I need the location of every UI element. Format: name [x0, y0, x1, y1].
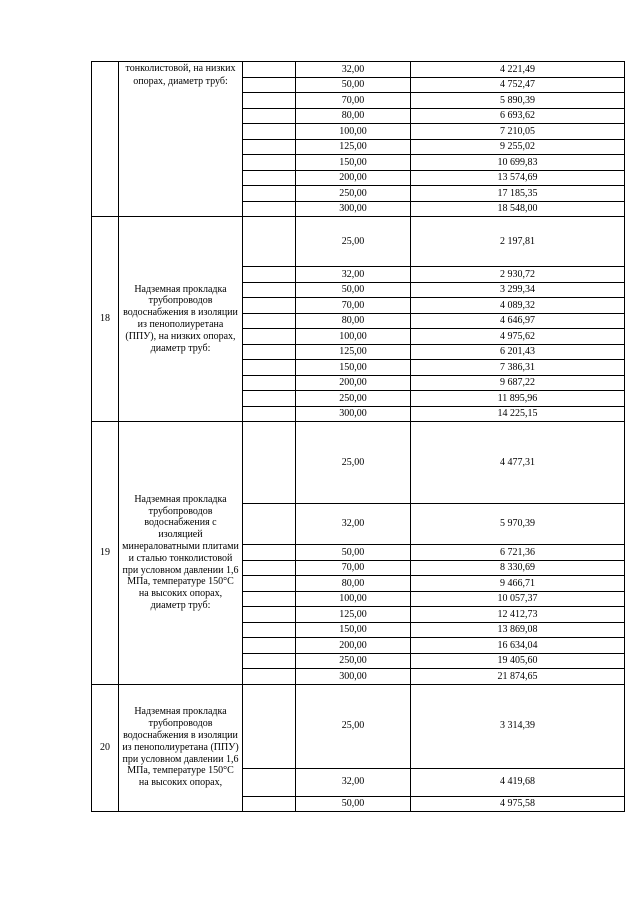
price-cell: 4 975,58 — [411, 796, 625, 812]
empty-cell — [243, 313, 296, 329]
empty-cell — [243, 422, 296, 504]
price-cell: 3 299,34 — [411, 282, 625, 298]
price-cell: 4 221,49 — [411, 62, 625, 78]
diameter-cell: 150,00 — [296, 155, 411, 171]
diameter-cell: 100,00 — [296, 124, 411, 140]
empty-cell — [243, 591, 296, 607]
price-cell: 14 225,15 — [411, 406, 625, 422]
diameter-cell: 32,00 — [296, 768, 411, 796]
empty-cell — [243, 267, 296, 283]
price-cell: 7 386,31 — [411, 360, 625, 376]
empty-cell — [243, 504, 296, 545]
price-cell: 13 869,08 — [411, 622, 625, 638]
diameter-cell: 25,00 — [296, 684, 411, 768]
price-cell: 4 419,68 — [411, 768, 625, 796]
empty-cell — [243, 139, 296, 155]
row-number: 20 — [92, 684, 119, 812]
empty-cell — [243, 77, 296, 93]
diameter-cell: 125,00 — [296, 344, 411, 360]
price-cell: 3 314,39 — [411, 684, 625, 768]
diameter-cell: 70,00 — [296, 560, 411, 576]
diameter-cell: 250,00 — [296, 186, 411, 202]
table-row — [92, 684, 625, 768]
diameter-cell: 100,00 — [296, 591, 411, 607]
price-cell: 5 970,39 — [411, 504, 625, 545]
diameter-cell: 80,00 — [296, 313, 411, 329]
table-row — [92, 422, 625, 504]
diameter-cell: 250,00 — [296, 391, 411, 407]
price-cell: 2 930,72 — [411, 267, 625, 283]
diameter-cell: 25,00 — [296, 422, 411, 504]
diameter-cell: 200,00 — [296, 170, 411, 186]
diameter-cell: 50,00 — [296, 282, 411, 298]
empty-cell — [243, 298, 296, 314]
empty-cell — [243, 607, 296, 623]
empty-cell — [243, 155, 296, 171]
row-number: 19 — [92, 422, 119, 685]
diameter-cell: 80,00 — [296, 576, 411, 592]
empty-cell — [243, 62, 296, 78]
price-cell: 10 057,37 — [411, 591, 625, 607]
price-cell: 2 197,81 — [411, 217, 625, 267]
price-cell: 4 646,97 — [411, 313, 625, 329]
diameter-cell: 32,00 — [296, 62, 411, 78]
price-cell: 11 895,96 — [411, 391, 625, 407]
price-cell: 21 874,65 — [411, 669, 625, 685]
diameter-cell: 50,00 — [296, 77, 411, 93]
diameter-cell: 300,00 — [296, 201, 411, 217]
diameter-cell: 300,00 — [296, 669, 411, 685]
row-number — [92, 62, 119, 217]
price-cell: 10 699,83 — [411, 155, 625, 171]
price-cell: 4 089,32 — [411, 298, 625, 314]
price-cell: 13 574,69 — [411, 170, 625, 186]
diameter-cell: 200,00 — [296, 638, 411, 654]
empty-cell — [243, 329, 296, 345]
empty-cell — [243, 406, 296, 422]
price-cell: 9 255,02 — [411, 139, 625, 155]
empty-cell — [243, 170, 296, 186]
empty-cell — [243, 375, 296, 391]
empty-cell — [243, 201, 296, 217]
empty-cell — [243, 217, 296, 267]
price-cell: 8 330,69 — [411, 560, 625, 576]
price-cell: 4 752,47 — [411, 77, 625, 93]
empty-cell — [243, 93, 296, 109]
diameter-cell: 70,00 — [296, 298, 411, 314]
item-description: Надземная прокладка трубопроводов водоснабжения в изоляции из пенополиуретана (ППУ), на низких опорах, диаметр труб: — [119, 217, 243, 422]
diameter-cell: 70,00 — [296, 93, 411, 109]
price-cell: 5 890,39 — [411, 93, 625, 109]
row-number: 18 — [92, 217, 119, 422]
price-cell: 9 687,22 — [411, 375, 625, 391]
diameter-cell: 50,00 — [296, 545, 411, 561]
diameter-cell: 80,00 — [296, 108, 411, 124]
empty-cell — [243, 576, 296, 592]
price-table — [91, 61, 625, 812]
empty-cell — [243, 653, 296, 669]
diameter-cell: 125,00 — [296, 139, 411, 155]
empty-cell — [243, 186, 296, 202]
empty-cell — [243, 669, 296, 685]
price-cell: 9 466,71 — [411, 576, 625, 592]
diameter-cell: 150,00 — [296, 622, 411, 638]
diameter-cell: 300,00 — [296, 406, 411, 422]
price-cell: 6 721,36 — [411, 545, 625, 561]
item-description: Надземная прокладка трубопроводов водоснабжения с изоляцией минераловатными плитами и сталью тонколистовой при условном давлении 1,6 МПа, температуре 150°С на высоких опорах, диаметр труб: — [119, 422, 243, 685]
diameter-cell: 250,00 — [296, 653, 411, 669]
empty-cell — [243, 282, 296, 298]
diameter-cell: 150,00 — [296, 360, 411, 376]
price-cell: 4 975,62 — [411, 329, 625, 345]
empty-cell — [243, 124, 296, 140]
empty-cell — [243, 344, 296, 360]
price-cell: 4 477,31 — [411, 422, 625, 504]
empty-cell — [243, 638, 296, 654]
empty-cell — [243, 108, 296, 124]
diameter-cell: 32,00 — [296, 504, 411, 545]
price-cell: 6 693,62 — [411, 108, 625, 124]
empty-cell — [243, 545, 296, 561]
price-cell: 16 634,04 — [411, 638, 625, 654]
price-cell: 19 405,60 — [411, 653, 625, 669]
diameter-cell: 200,00 — [296, 375, 411, 391]
empty-cell — [243, 768, 296, 796]
price-cell: 17 185,35 — [411, 186, 625, 202]
empty-cell — [243, 391, 296, 407]
price-cell: 6 201,43 — [411, 344, 625, 360]
empty-cell — [243, 360, 296, 376]
diameter-cell: 125,00 — [296, 607, 411, 623]
price-cell: 7 210,05 — [411, 124, 625, 140]
price-cell: 18 548,00 — [411, 201, 625, 217]
price-cell: 12 412,73 — [411, 607, 625, 623]
diameter-cell: 25,00 — [296, 217, 411, 267]
table-row — [92, 62, 625, 78]
empty-cell — [243, 560, 296, 576]
item-description: Надземная прокладка трубопроводов водоснабжения в изоляции из пенополиуретана (ППУ) при условном давлении 1,6 МПа, температуре 150°С на высоких опорах, — [119, 684, 243, 812]
diameter-cell: 32,00 — [296, 267, 411, 283]
empty-cell — [243, 622, 296, 638]
diameter-cell: 50,00 — [296, 796, 411, 812]
item-description: тонколистовой, на низких опорах, диаметр труб: — [119, 62, 243, 217]
empty-cell — [243, 684, 296, 768]
diameter-cell: 100,00 — [296, 329, 411, 345]
table-row — [92, 217, 625, 267]
empty-cell — [243, 796, 296, 812]
